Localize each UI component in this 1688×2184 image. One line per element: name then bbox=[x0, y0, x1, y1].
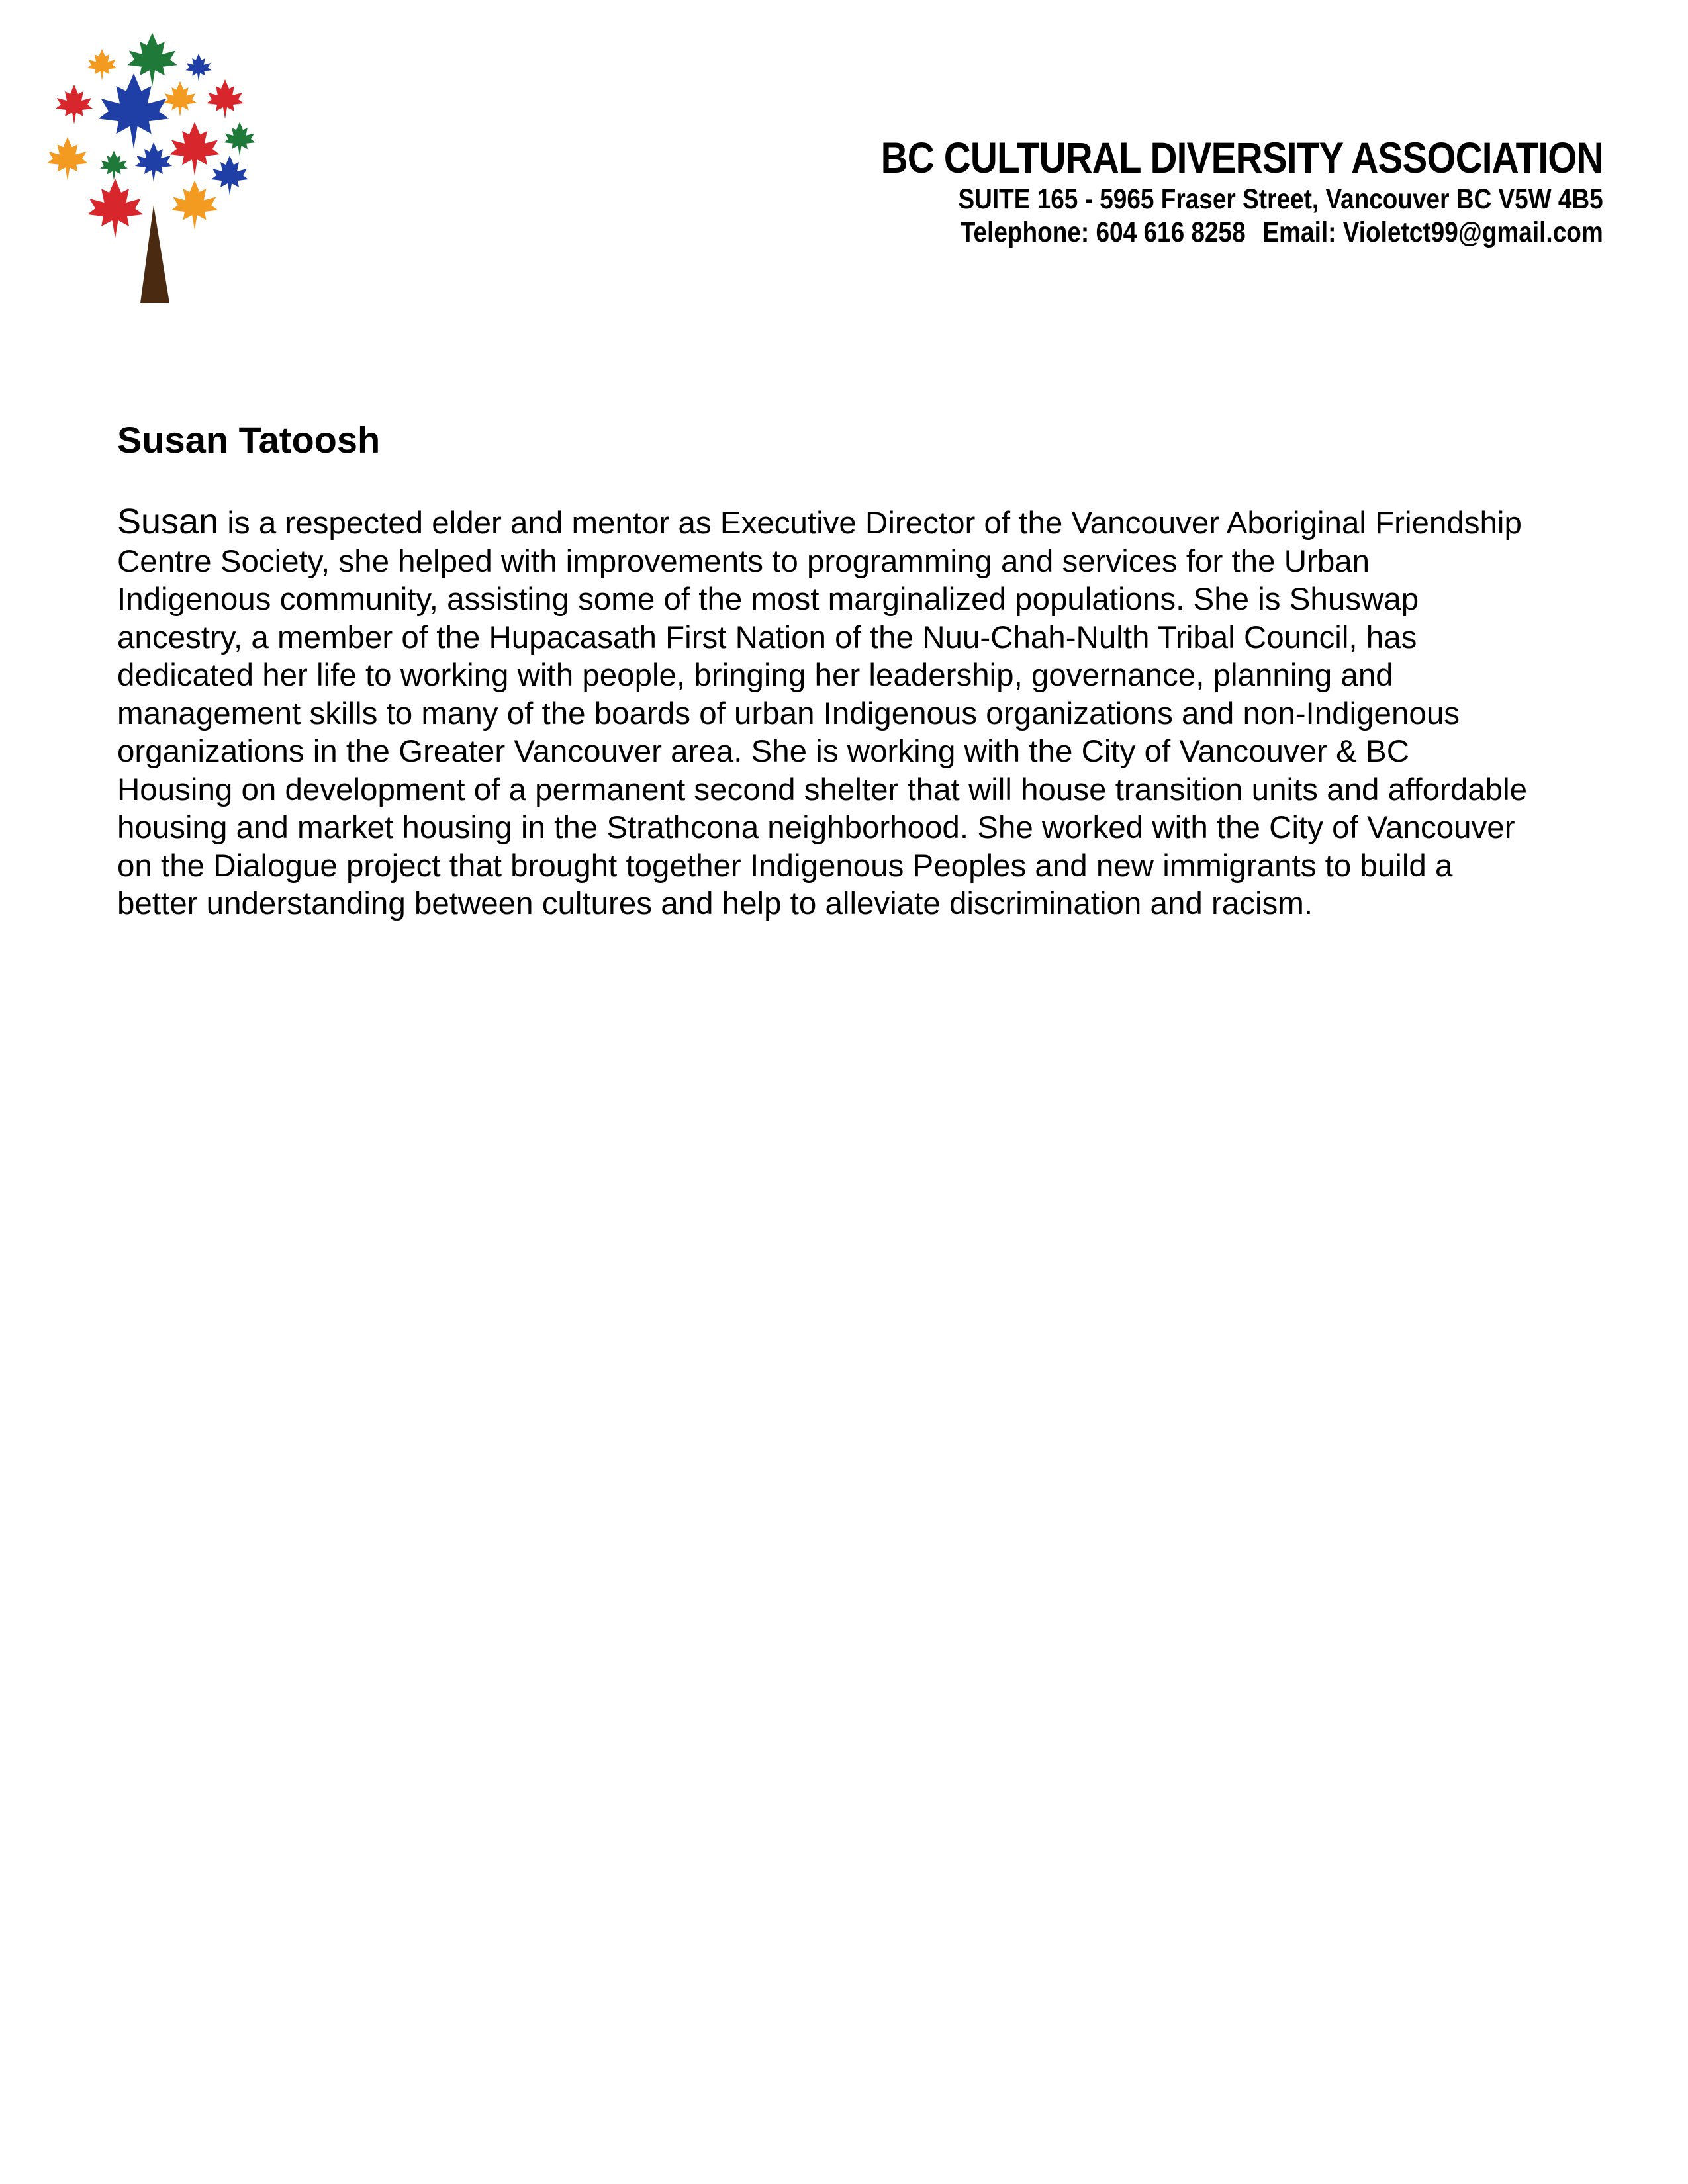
bio-first-word: Susan bbox=[117, 502, 219, 541]
organization-name: BC CULTURAL DIVERSITY ASSOCIATION bbox=[880, 133, 1603, 182]
bio-line: Indigenous community, assisting some of the most marginalized populations. She is Shuswap bbox=[117, 582, 1419, 617]
bio-line: Centre Society, she helped with improvements to programming and services for the Urban bbox=[117, 543, 1370, 579]
biography bbox=[117, 503, 1613, 923]
telephone: Telephone: 604 616 8258 bbox=[960, 216, 1246, 248]
maple-leaf bbox=[47, 33, 256, 239]
bio-line: organizations in the Greater Vancouver area. She is working with the City of Vancouver & BC bbox=[117, 734, 1409, 769]
email: Email: Violetct99@gmail.com bbox=[1262, 216, 1603, 248]
bio-line: dedicated her life to working with people, bringing her leadership, governance, planning and bbox=[117, 658, 1393, 693]
bio-line: management skills to many of the boards of urban Indigenous organizations and non-Indigenous bbox=[117, 696, 1460, 731]
tree-trunk bbox=[140, 205, 169, 303]
bio-line: housing and market housing in the Strathcona neighborhood. She worked with the City of Vancouver bbox=[117, 810, 1515, 845]
bio-line: ancestry, a member of the Hupacasath First Nation of the Nuu-Chah-Nulth Tribal Council, has bbox=[117, 619, 1417, 655]
organization-address: SUITE 165 - 5965 Fraser Street, Vancouver BC V5W 4B5 bbox=[958, 183, 1603, 215]
letterhead bbox=[763, 132, 1603, 249]
maple-leaf-tree-logo bbox=[41, 26, 266, 311]
bio-line: better understanding between cultures and help to alleviate discrimination and racism. bbox=[117, 886, 1313, 921]
bio-line: on the Dialogue project that brought together Indigenous Peoples and new immigrants to build a bbox=[117, 848, 1453, 884]
organization-contact bbox=[881, 216, 1603, 249]
bio-line: Susan is a respected elder and mentor as Executive Director of the Vancouver Aboriginal Friendship bbox=[117, 502, 1522, 541]
person-name: Susan Tatoosh bbox=[117, 419, 381, 461]
bio-line: Housing on development of a permanent second shelter that will house transition units and affordable bbox=[117, 772, 1528, 807]
